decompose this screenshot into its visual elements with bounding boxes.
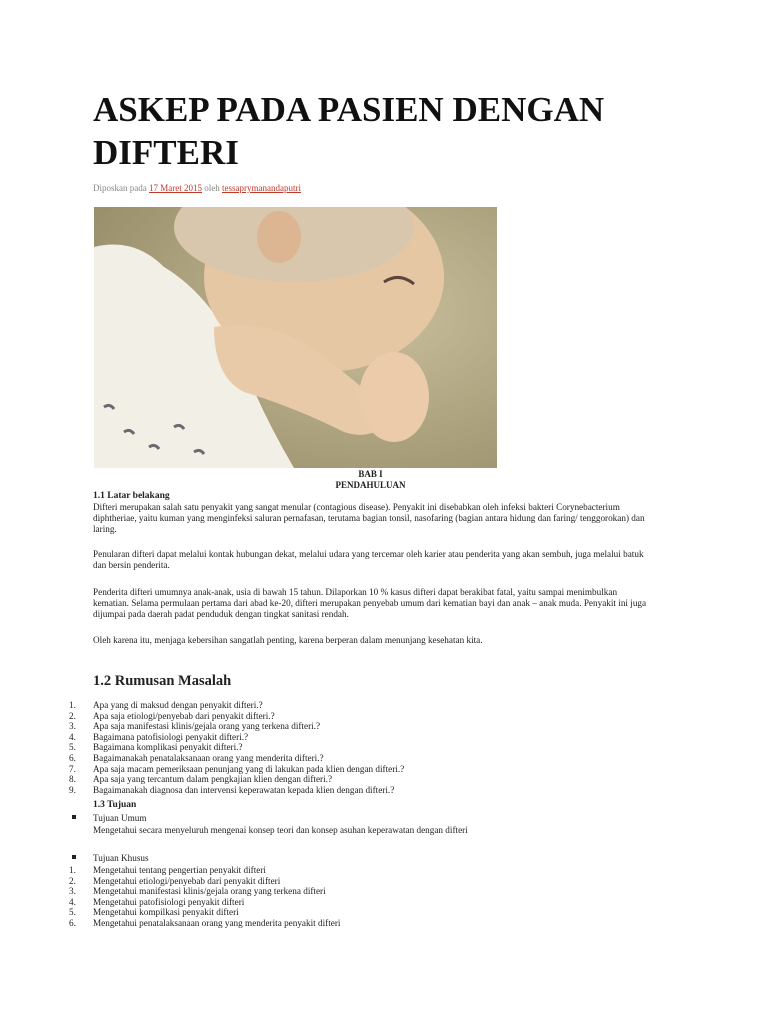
list-item (0, 700, 700, 711)
paragraph-block (93, 635, 653, 646)
list-number: 2. (69, 875, 76, 886)
list-text: Apa yang di maksud dengan penyakit difteri.? (93, 700, 263, 710)
list-number: 4. (69, 731, 76, 742)
tujuan-umum-text: Mengetahui secara menyeluruh mengenai konsep teori dan konsep asuhan keperawatan dengan difteri (93, 825, 468, 835)
list-number: 5. (69, 742, 76, 753)
list-text: Mengetahui tentang pengertian penyakit difteri (93, 865, 266, 875)
list-number: 9. (69, 784, 76, 795)
posted-on-label: Diposkan pada (93, 183, 147, 193)
list-item (0, 886, 700, 897)
section-1-3-heading: 1.3 Tujuan (93, 800, 137, 810)
paragraph: Difteri merupakan salah satu penyakit yang sangat menular (contagious disease). Penyakit ini disebabkan oleh infeksi bakteri Corynebacterium diphtheriae, yaitu kuman yang menginfeksi saluran pernafasan, terutama bagian tonsil, nasofaring (bagian antara hidung dan faring/ tenggorokan) dan laring. (93, 502, 645, 534)
list-number: 3. (69, 886, 76, 897)
list-item (0, 907, 700, 918)
tujuan-khusus-list (0, 865, 700, 929)
chapter-heading (93, 469, 648, 491)
list-text: Apa saja macam pemeriksaan penunjang yang di lakukan pada klien dengan difteri.? (93, 763, 405, 774)
list-item (0, 865, 700, 876)
bullet-icon (72, 855, 76, 859)
tujuan-khusus-label: Tujuan Khusus (93, 853, 149, 863)
tujuan-umum-text-wrap (93, 825, 653, 836)
list-item (0, 732, 700, 743)
list-item (0, 711, 700, 722)
section-1-1 (93, 491, 653, 535)
paragraph: Penularan difteri dapat melalui kontak hubungan dekat, melalui udara yang tercemar oleh karier atau penderita yang akan sembuh, juga melalui batuk dan bersin penderita. (93, 549, 644, 570)
list-item (0, 721, 700, 732)
list-number: 7. (69, 763, 76, 774)
list-text: Bagaimana patofisiologi penyakit difteri.? (93, 731, 249, 742)
list-text: Bagaimana komplikasi penyakit difteri.? (93, 742, 243, 753)
list-item (0, 897, 700, 908)
list-text: Mengetahui etiologi/penyebab dari penyakit difteri (93, 875, 281, 886)
section-1-1-heading: 1.1 Latar belakang (93, 491, 170, 501)
section-1-3-heading-wrap (93, 800, 653, 811)
list-number: 4. (69, 896, 76, 907)
list-item (0, 774, 700, 785)
list-item (0, 742, 700, 753)
baby-photo (94, 207, 497, 468)
list-text: Apa saja yang tercantum dalam pengkajian klien dengan difteri.? (93, 774, 333, 785)
paragraph-block (93, 587, 653, 620)
list-text: Apa saja etiologi/penyebab dari penyakit difteri.? (93, 710, 275, 721)
list-number: 1. (69, 700, 76, 710)
list-number: 6. (69, 917, 76, 928)
by-label: oleh (204, 183, 220, 193)
paragraph-block (93, 549, 653, 571)
list-item (0, 785, 700, 796)
list-number: 1. (69, 865, 76, 875)
list-text: Mengetahui penatalaksanaan orang yang menderita penyakit difteri (93, 917, 341, 928)
post-date-link[interactable]: 17 Maret 2015 (149, 183, 202, 193)
chapter-number: BAB I (358, 469, 383, 479)
list-text: Apa saja manifestasi klinis/gejala orang yang terkena difteri.? (93, 721, 321, 732)
list-number: 5. (69, 907, 76, 918)
list-text: Mengetahui patofisiologi penyakit difteri (93, 896, 245, 907)
list-text: Mengetahui manifestasi klinis/gejala orang yang terkena difteri (93, 886, 326, 897)
list-item (0, 764, 700, 775)
list-number: 8. (69, 774, 76, 785)
paragraph: Penderita difteri umumnya anak-anak, usia di bawah 15 tahun. Dilaporkan 10 % kasus difteri dapat berakibat fatal, yaitu sampai menimbulkan kematian. Selama permulaan pertama dari abad ke-20, difteri merupakan penyebab umum dari kematian bayi dan anak – anak muda. Penyakit ini juga dijumpai pada daerah padat penduduk dengan tingkat sanitasi rendah. (93, 587, 647, 619)
section-1-2-heading: 1.2 Rumusan Masalah (93, 673, 232, 689)
list-item (0, 876, 700, 887)
list-number: 3. (69, 721, 76, 732)
author-link[interactable]: tessaprymanandaputri (222, 183, 301, 193)
paragraph: Oleh karena itu, menjaga kebersihan sangatlah penting, karena berperan dalam menunjang kesehatan kita. (93, 635, 483, 645)
tujuan-umum-label: Tujuan Umum (93, 813, 147, 823)
list-text: Mengetahui kompilkasi penyakit difteri (93, 907, 239, 918)
list-text: Bagaimanakah penatalaksanaan orang yang menderita difteri.? (93, 752, 324, 763)
list-number: 2. (69, 710, 76, 721)
bullet-icon (72, 815, 76, 819)
list-item (0, 918, 700, 929)
post-meta (93, 183, 301, 193)
list-text: Bagaimanakah diagnosa dan intervensi keperawatan kepada klien dengan difteri.? (93, 784, 395, 795)
list-item (0, 753, 700, 764)
page-title: ASKEP PADA PASIEN DENGAN DIFTERI (93, 90, 605, 172)
baby-photo-icon (94, 207, 497, 468)
chapter-name: PENDAHULUAN (335, 480, 406, 490)
list-number: 6. (69, 752, 76, 763)
rumusan-masalah-list (0, 700, 700, 795)
